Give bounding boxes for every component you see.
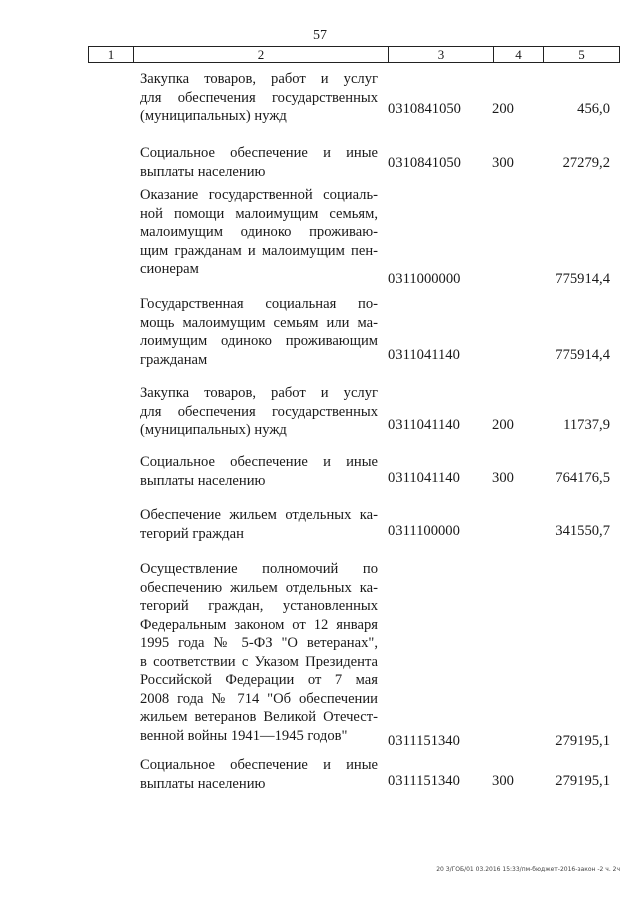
desc-line: обеспечению жильем отдельных ка- — [140, 579, 378, 596]
row-code: 0310841050 — [388, 155, 461, 171]
row-amount: 11737,9 — [563, 417, 610, 433]
row-code: 0311041140 — [388, 470, 460, 486]
row-amount: 456,0 — [577, 101, 610, 117]
row-amount: 279195,1 — [555, 733, 610, 749]
desc-line: малоимущим одиноко проживаю- — [140, 224, 378, 240]
row-amount: 279195,1 — [555, 773, 610, 789]
desc-line: Российской Федерации от 7 мая — [140, 672, 378, 688]
row-description — [140, 144, 378, 181]
row-type: 200 — [492, 417, 514, 433]
desc-line: 1995 года № 5-ФЗ "О ветеранах", — [140, 635, 378, 651]
row-type: 300 — [492, 155, 514, 171]
desc-line: в соответствии с Указом Президента — [140, 653, 378, 670]
desc-line: для обеспечения государственных — [140, 403, 378, 420]
row-type: 200 — [492, 101, 514, 117]
desc-line: Осуществление полномочий по — [140, 561, 378, 577]
desc-line: Закупка товаров, работ и услуг — [140, 71, 378, 87]
row-code: 0311100000 — [388, 523, 460, 539]
row-amount: 775914,4 — [555, 271, 610, 287]
desc-line: для обеспечения государственных — [140, 89, 378, 106]
desc-line: Оказание государственной социаль- — [140, 187, 378, 203]
row-code: 0310841050 — [388, 101, 461, 117]
row-code: 0311041140 — [388, 347, 460, 363]
row-amount: 775914,4 — [555, 347, 610, 363]
desc-line: венной войны 1941—1945 годов" — [140, 727, 348, 744]
desc-line: тегорий граждан, установленных — [140, 598, 378, 614]
page-number: 57 — [313, 28, 327, 43]
desc-line: Социальное обеспечение и иные — [140, 757, 378, 773]
table-header — [88, 46, 620, 63]
row-code: 0311041140 — [388, 417, 460, 433]
header-col-3: 3 — [388, 47, 493, 62]
desc-line: Обеспечение жильем отдельных ка- — [140, 507, 378, 523]
row-type: 300 — [492, 470, 514, 486]
row-type: 300 — [492, 773, 514, 789]
row-amount: 764176,5 — [555, 470, 610, 486]
desc-line: выплаты населению — [140, 163, 266, 180]
row-description — [140, 453, 378, 490]
desc-line: сионерам — [140, 261, 199, 277]
header-col-1: 1 — [107, 47, 115, 62]
desc-line: Государственная социальная по- — [140, 296, 378, 312]
header-col-2: 2 — [133, 47, 388, 62]
desc-line: щим гражданам и малоимущим пен- — [140, 242, 378, 259]
desc-line: 2008 года № 714 "Об обеспечении — [140, 690, 378, 707]
desc-line: Социальное обеспечение и иные — [140, 145, 378, 161]
desc-line: (муниципальных) нужд — [140, 422, 287, 438]
desc-line: (муниципальных) нужд — [140, 108, 287, 124]
row-description — [140, 70, 378, 126]
row-description — [140, 186, 378, 279]
desc-line: жильем ветеранов Великой Отечест- — [140, 709, 378, 725]
desc-line: гражданам — [140, 351, 208, 368]
row-description — [140, 506, 378, 543]
desc-line: тегорий граждан — [140, 525, 244, 542]
header-col-5: 5 — [543, 47, 619, 62]
row-description — [140, 384, 378, 440]
row-code: 0311151340 — [388, 733, 460, 749]
row-amount: 341550,7 — [555, 523, 610, 539]
desc-line: мощь малоимущим семьям или ма- — [140, 314, 378, 331]
desc-line: выплаты населению — [140, 472, 266, 489]
desc-line: Федеральным законом от 12 января — [140, 616, 378, 633]
row-code: 0311000000 — [388, 271, 461, 287]
desc-line: выплаты населению — [140, 775, 266, 792]
row-amount: 27279,2 — [562, 155, 610, 171]
desc-line: Закупка товаров, работ и услуг — [140, 385, 378, 401]
row-description — [140, 560, 378, 745]
row-description — [140, 295, 378, 369]
row-code: 0311151340 — [388, 773, 460, 789]
header-col-4: 4 — [493, 47, 543, 62]
desc-line: Социальное обеспечение и иные — [140, 454, 378, 470]
desc-line: ной помощи малоимущим семьям, — [140, 205, 378, 222]
desc-line: лоимущим одиноко проживающим — [140, 333, 378, 349]
row-description — [140, 756, 378, 793]
footer-stamp: 20 З/ГОБ/01 03.2016 15:33/пм-бюджет-2016-закон -2 ч. 2ч — [436, 866, 620, 873]
